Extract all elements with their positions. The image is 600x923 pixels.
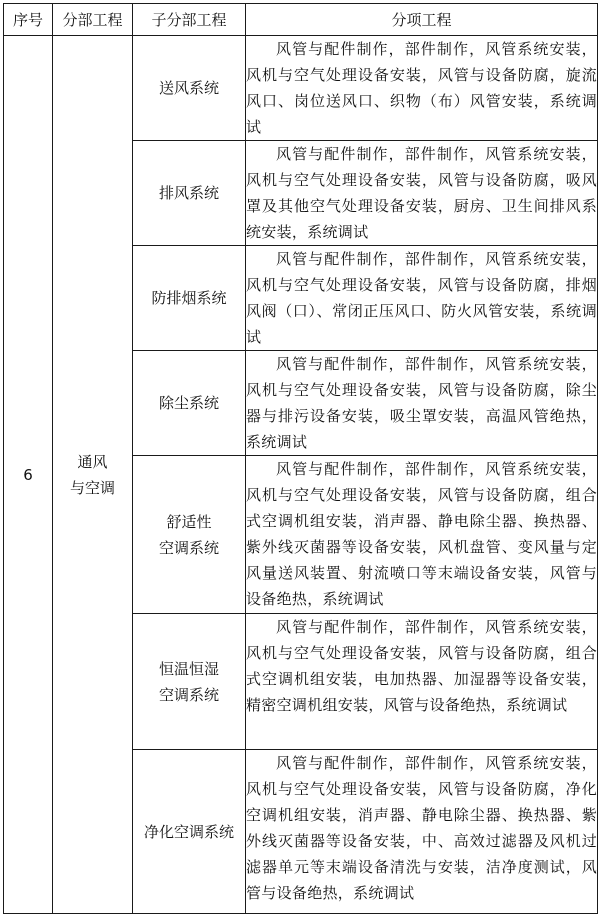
subdivision-items: 风管与配件制作，部件制作，风管系统安装，风机与空气处理设备安装，风管与设备防腐，组合式空调机组安装，电加热器、加湿器等设备安装，精密空调机组安装，风管与设备绝热，系统调试: [246, 614, 598, 750]
subdivision-name-line: 净化空调系统: [143, 822, 234, 841]
subdivision-name: [133, 141, 246, 246]
subdivision-name: [133, 750, 246, 914]
subdivision-name: [133, 36, 246, 141]
engineering-division-table: [3, 3, 598, 914]
subdivision-name-line: 空调系统: [158, 685, 219, 704]
division-name-line: 通风: [77, 452, 108, 471]
subdivision-items: 风管与配件制作，部件制作，风管系统安装，风机与空气处理设备安装，风管与设备防腐，吸风罩及其他空气处理设备安装，厨房、卫生间排风系统安装，系统调试: [246, 141, 598, 246]
subdivision-items: 风管与配件制作，部件制作，风管系统安装，风机与空气处理设备安装，风管与设备防腐，除尘器与排污设备安装，吸尘罩安装，高温风管绝热，系统调试: [246, 351, 598, 456]
row-number: 6: [4, 36, 53, 914]
header-no: 序号: [4, 4, 53, 36]
division-name-line: 与空调: [69, 478, 115, 497]
subdivision-name-line: 恒温恒湿: [158, 659, 219, 678]
subdivision-items: 风管与配件制作，部件制作，风管系统安装，风机与空气处理设备安装，风管与设备防腐，组合式空调机组安装，消声器、静电除尘器、换热器、紫外线灭菌器等设备安装，风机盘管、变风量与定风量送风装置、射流喷口等末端设备安装，风管与设备绝热，系统调试: [246, 456, 598, 614]
table-header-row: [4, 4, 598, 36]
subdivision-name: [133, 614, 246, 750]
header-subdivision: 子分部工程: [133, 4, 246, 36]
subdivision-items: 风管与配件制作，部件制作，风管系统安装，风机与空气处理设备安装，风管与设备防腐，净化空调机组安装，消声器、静电除尘器、换热器、紫外线灭菌器等设备安装，中、高效过滤器及风机过滤器单元等末端设备清洗与安装，洁净度测试，风管与设备绝热，系统调试: [246, 750, 598, 914]
subdivision-name-line: 除尘系统: [158, 394, 219, 412]
subdivision-name-line: 空调系统: [158, 538, 219, 557]
table-row: [4, 36, 598, 141]
subdivision-name-line: 送风系统: [158, 79, 219, 97]
subdivision-items: 风管与配件制作，部件制作，风管系统安装，风机与空气处理设备安装，风管与设备防腐，旋流风口、岗位送风口、织物（布）风管安装，系统调试: [246, 36, 598, 141]
subdivision-name-line: 舒适性: [166, 512, 212, 531]
subdivision-name: [133, 351, 246, 456]
header-division: 分部工程: [53, 4, 133, 36]
subdivision-items: 风管与配件制作，部件制作，风管系统安装，风机与空气处理设备安装，风管与设备防腐，排烟风阀（口）、常闭正压风口、防火风管安装，系统调试: [246, 246, 598, 351]
division-name: [53, 36, 133, 914]
subdivision-name: [133, 246, 246, 351]
subdivision-name: [133, 456, 246, 614]
subdivision-name-line: 防排烟系统: [151, 289, 227, 307]
header-items: 分项工程: [246, 4, 598, 36]
subdivision-name-line: 排风系统: [158, 184, 219, 202]
